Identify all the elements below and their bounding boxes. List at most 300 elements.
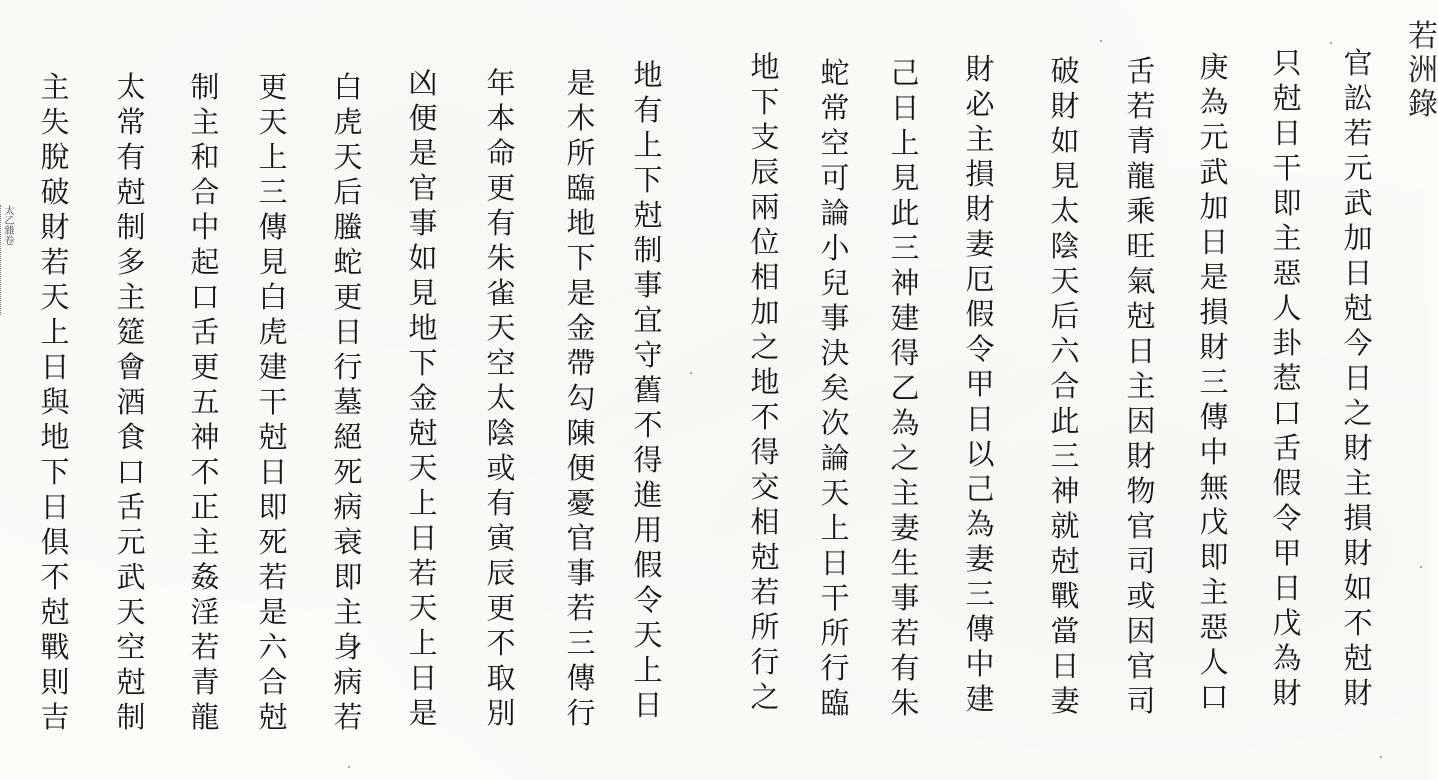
glyph: 憂 bbox=[566, 486, 596, 520]
glyph: 戰 bbox=[1050, 579, 1080, 613]
glyph: 地 bbox=[750, 365, 780, 399]
glyph: 別 bbox=[486, 696, 516, 730]
glyph: 起 bbox=[190, 245, 220, 279]
glyph: 決 bbox=[820, 336, 850, 370]
glyph: 本 bbox=[486, 101, 516, 135]
glyph: 支 bbox=[750, 120, 780, 154]
glyph: 不 bbox=[1343, 606, 1373, 640]
glyph: 事 bbox=[890, 581, 920, 615]
glyph: 假 bbox=[1272, 466, 1302, 500]
glyph: 乙 bbox=[890, 371, 920, 405]
glyph: 朱 bbox=[486, 241, 516, 275]
glyph: 旺 bbox=[1126, 229, 1156, 263]
glyph: 加 bbox=[1199, 190, 1229, 224]
text-column-6 bbox=[955, 52, 1005, 717]
glyph: 地 bbox=[750, 50, 780, 84]
glyph: 口 bbox=[1199, 680, 1229, 714]
glyph: 神 bbox=[890, 266, 920, 300]
glyph: 建 bbox=[965, 682, 995, 716]
glyph: 事 bbox=[408, 206, 438, 240]
glyph: 行 bbox=[566, 696, 596, 730]
glyph: 可 bbox=[820, 161, 850, 195]
glyph: 三 bbox=[1199, 365, 1229, 399]
glyph: 即 bbox=[333, 560, 363, 594]
glyph: 失 bbox=[40, 105, 70, 139]
glyph: 位 bbox=[750, 225, 780, 259]
ink-speck bbox=[1380, 756, 1382, 758]
glyph: 便 bbox=[408, 101, 438, 135]
glyph: 主 bbox=[333, 595, 363, 629]
glyph: 財 bbox=[1272, 676, 1302, 710]
glyph: 上 bbox=[408, 486, 438, 520]
glyph: 三 bbox=[965, 577, 995, 611]
glyph: 破 bbox=[1050, 54, 1080, 88]
ink-speck bbox=[1330, 42, 1332, 44]
glyph: 元 bbox=[1199, 120, 1229, 154]
glyph: 損 bbox=[1199, 295, 1229, 329]
glyph: 空 bbox=[820, 126, 850, 160]
glyph: 此 bbox=[1050, 404, 1080, 438]
glyph: 官 bbox=[1343, 46, 1373, 80]
glyph: 更 bbox=[333, 280, 363, 314]
edge-glyph: 洲 bbox=[1408, 53, 1438, 88]
ink-speck bbox=[348, 766, 350, 768]
glyph: 死 bbox=[258, 525, 288, 559]
glyph: 即 bbox=[1199, 540, 1229, 574]
glyph: 次 bbox=[820, 406, 850, 440]
glyph: 日 bbox=[1126, 334, 1156, 368]
glyph: 建 bbox=[258, 350, 288, 384]
glyph: 日 bbox=[40, 350, 70, 384]
glyph: 人 bbox=[1272, 291, 1302, 325]
glyph: 若 bbox=[1343, 116, 1373, 150]
glyph: 見 bbox=[890, 161, 920, 195]
glyph: 得 bbox=[633, 443, 663, 477]
glyph: 合 bbox=[190, 175, 220, 209]
glyph: 制 bbox=[190, 70, 220, 104]
glyph: 白 bbox=[333, 70, 363, 104]
glyph: 有 bbox=[486, 206, 516, 240]
glyph: 矣 bbox=[820, 371, 850, 405]
glyph: 己 bbox=[890, 56, 920, 90]
glyph: 尅 bbox=[633, 198, 663, 232]
glyph: 此 bbox=[890, 196, 920, 230]
glyph: 加 bbox=[1343, 221, 1373, 255]
glyph: 常 bbox=[116, 105, 146, 139]
ink-speck bbox=[1420, 566, 1422, 568]
glyph: 墓 bbox=[333, 385, 363, 419]
glyph: 神 bbox=[1050, 474, 1080, 508]
glyph: 日 bbox=[890, 91, 920, 125]
glyph: 見 bbox=[258, 245, 288, 279]
glyph: 守 bbox=[633, 338, 663, 372]
glyph: 不 bbox=[750, 400, 780, 434]
glyph: 日 bbox=[333, 315, 363, 349]
glyph: 元 bbox=[116, 525, 146, 559]
glyph: 尅 bbox=[116, 175, 146, 209]
glyph: 青 bbox=[190, 665, 220, 699]
glyph: 妻 bbox=[965, 542, 995, 576]
glyph: 上 bbox=[633, 653, 663, 687]
edge-glyph: 錄 bbox=[1408, 87, 1438, 122]
glyph: 以 bbox=[965, 437, 995, 471]
glyph: 財 bbox=[965, 192, 995, 226]
glyph: 天 bbox=[633, 618, 663, 652]
glyph: 主 bbox=[1272, 221, 1302, 255]
glyph: 生 bbox=[890, 546, 920, 580]
glyph: 三 bbox=[890, 231, 920, 265]
glyph: 口 bbox=[190, 280, 220, 314]
glyph: 螣 bbox=[333, 210, 363, 244]
glyph: 主 bbox=[1343, 466, 1373, 500]
text-column-3 bbox=[1189, 50, 1239, 715]
glyph: 行 bbox=[820, 651, 850, 685]
glyph: 甲 bbox=[1272, 536, 1302, 570]
glyph: 交 bbox=[750, 470, 780, 504]
glyph: 得 bbox=[750, 435, 780, 469]
glyph: 更 bbox=[258, 70, 288, 104]
glyph: 若 bbox=[408, 556, 438, 590]
glyph: 下 bbox=[40, 455, 70, 489]
glyph: 死 bbox=[333, 455, 363, 489]
glyph: 論 bbox=[820, 196, 850, 230]
text-column-5 bbox=[1040, 54, 1090, 719]
glyph: 所 bbox=[566, 136, 596, 170]
glyph: 是 bbox=[566, 66, 596, 100]
glyph: 主 bbox=[965, 122, 995, 156]
glyph: 龍 bbox=[1126, 159, 1156, 193]
glyph: 兩 bbox=[750, 190, 780, 224]
glyph: 官 bbox=[408, 171, 438, 205]
glyph: 日 bbox=[1272, 571, 1302, 605]
glyph: 虎 bbox=[258, 315, 288, 349]
glyph: 多 bbox=[116, 245, 146, 279]
glyph: 財 bbox=[965, 52, 995, 86]
glyph: 有 bbox=[633, 93, 663, 127]
glyph: 脫 bbox=[40, 140, 70, 174]
glyph: 破 bbox=[40, 175, 70, 209]
glyph: 口 bbox=[116, 455, 146, 489]
glyph: 若 bbox=[1126, 89, 1156, 123]
glyph: 天 bbox=[333, 140, 363, 174]
glyph: 會 bbox=[116, 350, 146, 384]
glyph: 論 bbox=[820, 441, 850, 475]
glyph: 病 bbox=[333, 490, 363, 524]
glyph: 不 bbox=[633, 408, 663, 442]
glyph: 甲 bbox=[965, 367, 995, 401]
glyph: 天 bbox=[408, 451, 438, 485]
glyph: 元 bbox=[1343, 151, 1373, 185]
glyph: 卦 bbox=[1272, 326, 1302, 360]
glyph: 行 bbox=[333, 350, 363, 384]
glyph: 六 bbox=[258, 630, 288, 664]
glyph: 正 bbox=[190, 490, 220, 524]
glyph: 則 bbox=[40, 665, 70, 699]
glyph: 天 bbox=[820, 476, 850, 510]
glyph: 龍 bbox=[190, 700, 220, 734]
glyph: 若 bbox=[40, 245, 70, 279]
glyph: 氣 bbox=[1126, 264, 1156, 298]
text-column-12 bbox=[476, 66, 526, 731]
glyph: 三 bbox=[258, 175, 288, 209]
glyph: 戊 bbox=[1272, 606, 1302, 640]
glyph: 朱 bbox=[890, 686, 920, 720]
glyph: 若 bbox=[190, 630, 220, 664]
glyph: 進 bbox=[633, 478, 663, 512]
glyph: 金 bbox=[566, 311, 596, 345]
glyph: 日 bbox=[408, 521, 438, 555]
glyph: 舌 bbox=[1126, 54, 1156, 88]
glyph: 訟 bbox=[1343, 81, 1373, 115]
glyph: 厄 bbox=[965, 262, 995, 296]
glyph: 蛇 bbox=[333, 245, 363, 279]
glyph: 天 bbox=[1050, 264, 1080, 298]
glyph: 因 bbox=[1126, 614, 1156, 648]
glyph: 更 bbox=[486, 591, 516, 625]
glyph: 官 bbox=[1126, 649, 1156, 683]
glyph: 干 bbox=[820, 581, 850, 615]
glyph: 當 bbox=[1050, 614, 1080, 648]
glyph: 不 bbox=[486, 626, 516, 660]
glyph: 上 bbox=[820, 511, 850, 545]
glyph: 有 bbox=[116, 140, 146, 174]
glyph: 傳 bbox=[566, 661, 596, 695]
glyph: 惹 bbox=[1272, 361, 1302, 395]
glyph: 用 bbox=[633, 513, 663, 547]
glyph: 上 bbox=[40, 315, 70, 349]
glyph: 尅 bbox=[40, 595, 70, 629]
glyph: 主 bbox=[890, 476, 920, 510]
glyph: 神 bbox=[190, 420, 220, 454]
edge-glyph: 太乙雜卷 bbox=[2, 205, 13, 245]
text-column-8 bbox=[810, 56, 860, 721]
glyph: 太 bbox=[116, 70, 146, 104]
glyph: 主 bbox=[1199, 575, 1229, 609]
glyph: 尅 bbox=[1343, 641, 1373, 675]
glyph: 所 bbox=[820, 616, 850, 650]
glyph: 武 bbox=[1343, 186, 1373, 220]
glyph: 必 bbox=[965, 87, 995, 121]
glyph: 太 bbox=[1050, 194, 1080, 228]
ink-speck bbox=[1100, 40, 1102, 42]
glyph: 司 bbox=[1126, 684, 1156, 718]
glyph: 戰 bbox=[40, 630, 70, 664]
glyph: 若 bbox=[750, 575, 780, 609]
glyph: 主 bbox=[40, 70, 70, 104]
glyph: 主 bbox=[190, 105, 220, 139]
glyph: 天 bbox=[116, 595, 146, 629]
glyph: 武 bbox=[1199, 155, 1229, 189]
glyph: 乘 bbox=[1126, 194, 1156, 228]
glyph: 與 bbox=[40, 385, 70, 419]
glyph: 得 bbox=[890, 336, 920, 370]
text-column-16 bbox=[180, 70, 230, 735]
glyph: 行 bbox=[750, 645, 780, 679]
glyph: 或 bbox=[1126, 579, 1156, 613]
glyph: 傳 bbox=[258, 210, 288, 244]
glyph: 妻 bbox=[1050, 684, 1080, 718]
right-edge-fragment bbox=[1408, 19, 1438, 122]
glyph: 若 bbox=[890, 616, 920, 650]
glyph: 蛇 bbox=[820, 56, 850, 90]
glyph: 日 bbox=[965, 402, 995, 436]
glyph: 建 bbox=[890, 301, 920, 335]
glyph: 更 bbox=[486, 171, 516, 205]
glyph: 惡 bbox=[1199, 610, 1229, 644]
glyph: 俱 bbox=[40, 525, 70, 559]
text-column-11 bbox=[556, 66, 606, 731]
glyph: 命 bbox=[486, 136, 516, 170]
glyph: 天 bbox=[408, 591, 438, 625]
glyph: 損 bbox=[965, 157, 995, 191]
glyph: 即 bbox=[1272, 186, 1302, 220]
glyph: 之 bbox=[750, 330, 780, 364]
glyph: 己 bbox=[965, 472, 995, 506]
glyph: 相 bbox=[750, 260, 780, 294]
glyph: 假 bbox=[965, 297, 995, 331]
glyph: 有 bbox=[890, 651, 920, 685]
glyph: 絕 bbox=[333, 420, 363, 454]
glyph: 司 bbox=[1126, 544, 1156, 578]
glyph: 妻 bbox=[890, 511, 920, 545]
glyph: 三 bbox=[1050, 439, 1080, 473]
glyph: 為 bbox=[965, 507, 995, 541]
glyph: 辰 bbox=[750, 155, 780, 189]
glyph: 陰 bbox=[1050, 229, 1080, 263]
glyph: 令 bbox=[633, 583, 663, 617]
glyph: 尅 bbox=[258, 420, 288, 454]
glyph: 妻 bbox=[965, 227, 995, 261]
glyph: 是 bbox=[408, 136, 438, 170]
glyph: 若 bbox=[333, 700, 363, 734]
glyph: 白 bbox=[258, 280, 288, 314]
glyph: 相 bbox=[750, 505, 780, 539]
text-column-17 bbox=[106, 70, 156, 735]
text-column-14 bbox=[323, 70, 373, 735]
glyph: 為 bbox=[1272, 641, 1302, 675]
glyph: 上 bbox=[890, 126, 920, 160]
glyph: 年 bbox=[486, 66, 516, 100]
glyph: 上 bbox=[258, 140, 288, 174]
glyph: 取 bbox=[486, 661, 516, 695]
glyph: 或 bbox=[486, 451, 516, 485]
glyph: 尅 bbox=[116, 665, 146, 699]
glyph: 下 bbox=[566, 241, 596, 275]
glyph: 尅 bbox=[1343, 291, 1373, 325]
text-column-13 bbox=[398, 66, 448, 731]
glyph: 日 bbox=[258, 455, 288, 489]
glyph: 舌 bbox=[190, 315, 220, 349]
glyph: 后 bbox=[333, 175, 363, 209]
glyph: 姦 bbox=[190, 560, 220, 594]
glyph: 日 bbox=[1050, 649, 1080, 683]
left-edge-fragment bbox=[0, 205, 15, 315]
glyph: 尅 bbox=[1050, 544, 1080, 578]
glyph: 小 bbox=[820, 231, 850, 265]
glyph: 中 bbox=[965, 647, 995, 681]
glyph: 是 bbox=[408, 696, 438, 730]
glyph: 見 bbox=[408, 276, 438, 310]
glyph: 兒 bbox=[820, 266, 850, 300]
glyph: 因 bbox=[1126, 404, 1156, 438]
glyph: 惡 bbox=[1272, 256, 1302, 290]
glyph: 損 bbox=[1343, 501, 1373, 535]
glyph: 食 bbox=[116, 420, 146, 454]
glyph: 官 bbox=[1126, 509, 1156, 543]
glyph: 人 bbox=[1199, 645, 1229, 679]
glyph: 宜 bbox=[633, 303, 663, 337]
glyph: 即 bbox=[258, 490, 288, 524]
glyph: 舌 bbox=[1272, 431, 1302, 465]
glyph: 天 bbox=[258, 105, 288, 139]
glyph: 身 bbox=[333, 630, 363, 664]
glyph: 常 bbox=[820, 91, 850, 125]
glyph: 臨 bbox=[566, 171, 596, 205]
glyph: 事 bbox=[566, 556, 596, 590]
glyph: 勾 bbox=[566, 381, 596, 415]
glyph: 六 bbox=[1050, 334, 1080, 368]
glyph: 主 bbox=[116, 280, 146, 314]
glyph: 日 bbox=[408, 661, 438, 695]
glyph: 日 bbox=[40, 490, 70, 524]
glyph: 地 bbox=[408, 311, 438, 345]
glyph: 更 bbox=[190, 350, 220, 384]
glyph: 衰 bbox=[333, 525, 363, 559]
glyph: 武 bbox=[116, 560, 146, 594]
glyph: 太 bbox=[486, 381, 516, 415]
glyph: 尅 bbox=[750, 540, 780, 574]
text-column-18 bbox=[30, 70, 80, 735]
glyph: 之 bbox=[750, 680, 780, 714]
glyph: 干 bbox=[1272, 151, 1302, 185]
glyph: 下 bbox=[750, 85, 780, 119]
glyph: 只 bbox=[1272, 46, 1302, 80]
glyph: 財 bbox=[1050, 89, 1080, 123]
glyph: 主 bbox=[190, 525, 220, 559]
glyph: 中 bbox=[190, 210, 220, 244]
glyph: 上 bbox=[408, 626, 438, 660]
glyph: 之 bbox=[890, 441, 920, 475]
glyph: 如 bbox=[408, 241, 438, 275]
glyph: 地 bbox=[566, 206, 596, 240]
glyph: 日 bbox=[1343, 256, 1373, 290]
glyph: 三 bbox=[566, 626, 596, 660]
text-column-9 bbox=[740, 50, 790, 715]
glyph: 就 bbox=[1050, 509, 1080, 543]
glyph: 為 bbox=[1199, 85, 1229, 119]
glyph: 令 bbox=[1272, 501, 1302, 535]
glyph: 尅 bbox=[258, 700, 288, 734]
glyph: 青 bbox=[1126, 124, 1156, 158]
glyph: 不 bbox=[190, 455, 220, 489]
glyph: 病 bbox=[333, 665, 363, 699]
glyph: 合 bbox=[258, 665, 288, 699]
glyph: 官 bbox=[566, 521, 596, 555]
glyph: 制 bbox=[116, 210, 146, 244]
glyph: 財 bbox=[1199, 330, 1229, 364]
glyph: 舌 bbox=[116, 490, 146, 524]
glyph: 陳 bbox=[566, 416, 596, 450]
glyph: 辰 bbox=[486, 556, 516, 590]
glyph: 下 bbox=[633, 163, 663, 197]
glyph: 合 bbox=[1050, 369, 1080, 403]
glyph: 是 bbox=[1199, 260, 1229, 294]
glyph: 財 bbox=[1343, 431, 1373, 465]
glyph: 便 bbox=[566, 451, 596, 485]
glyph: 天 bbox=[40, 280, 70, 314]
glyph: 尅 bbox=[1272, 81, 1302, 115]
glyph: 臨 bbox=[820, 686, 850, 720]
